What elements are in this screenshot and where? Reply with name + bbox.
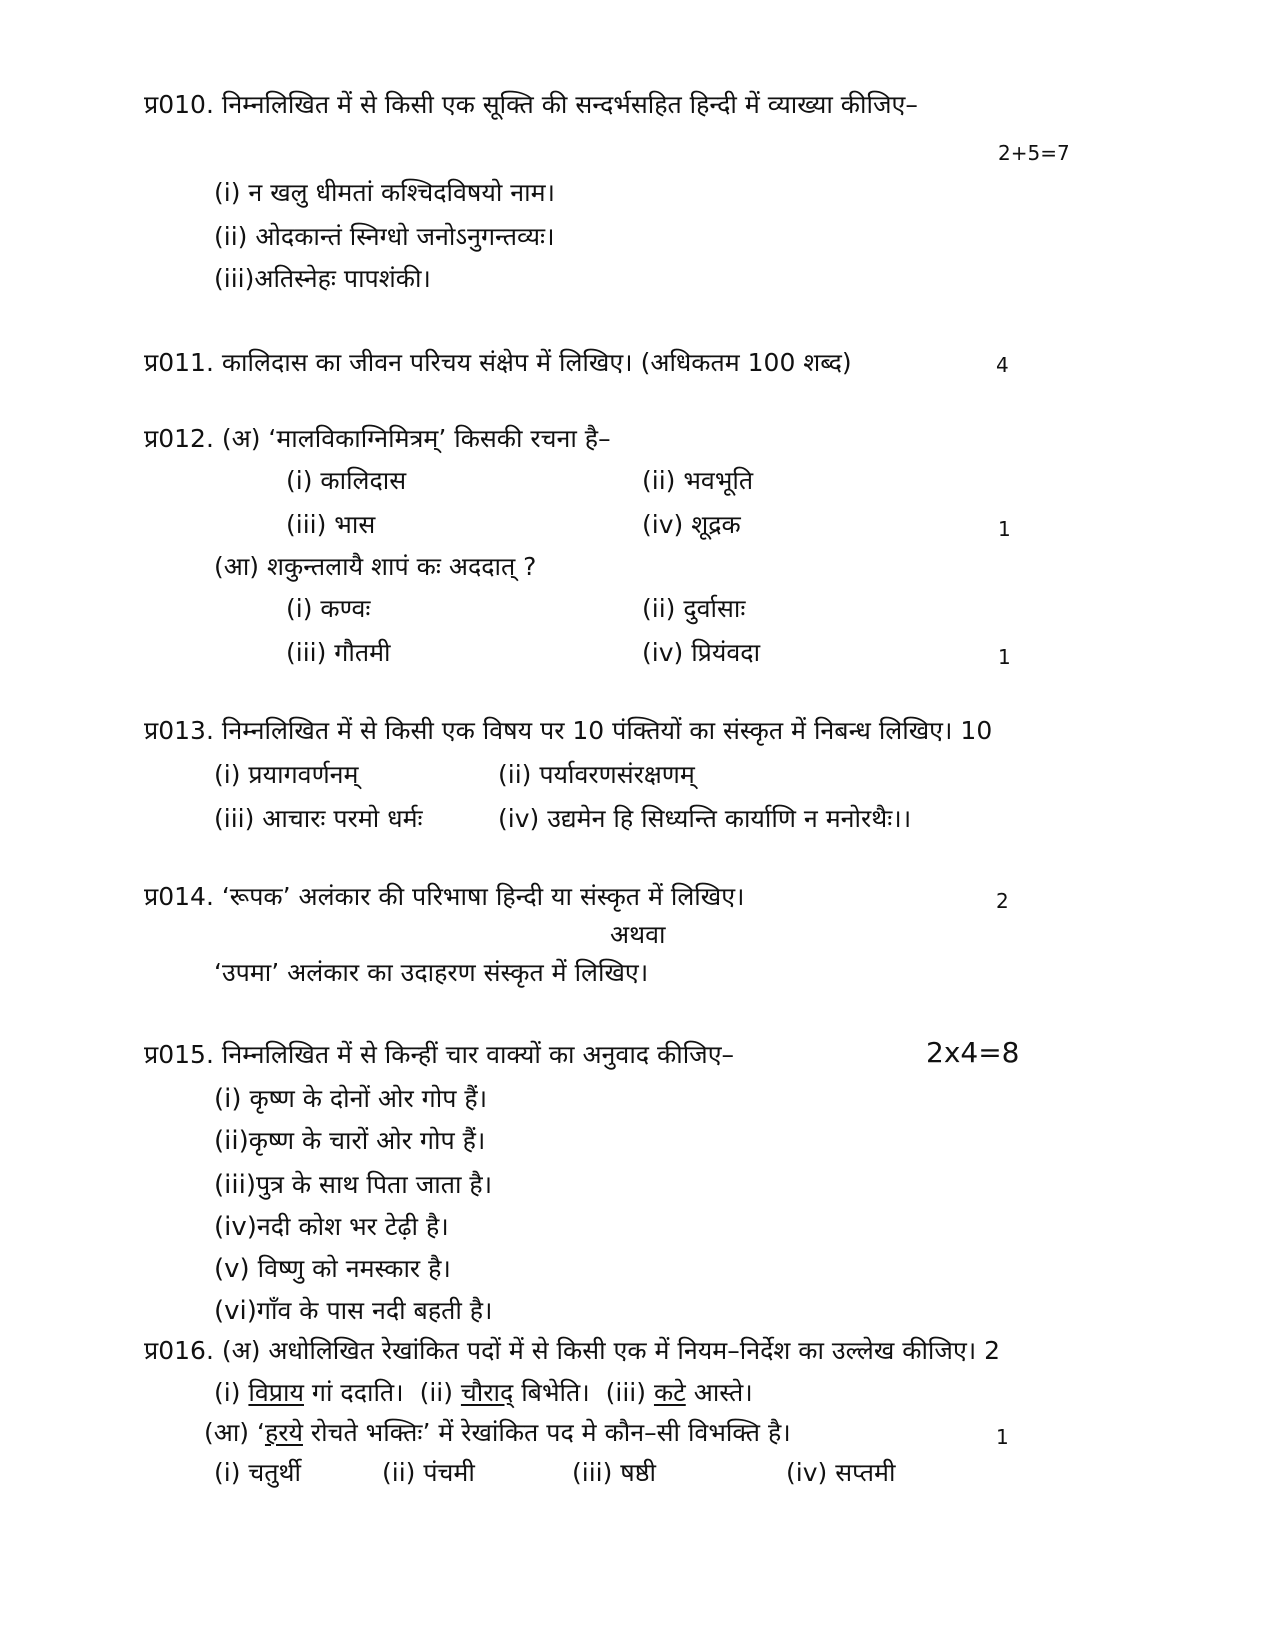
q15-item-6 bbox=[214, 1296, 493, 1326]
underlined-word: विप्राय bbox=[248, 1378, 304, 1407]
q14-alt-text: ‘उपमा’ अलंकार का उदाहरण संस्कृत में लिखिए। bbox=[214, 958, 649, 987]
q13-option-1: (i) प्रयागवर्णनम् bbox=[214, 760, 359, 789]
q16-a-text: (अ) अधोलिखित रेखांकित पदों में से किसी एक में नियम–निर्देश का उल्लेख कीजिए। 2 bbox=[221, 1336, 1001, 1365]
q13-option-4: (iv) उद्यमेन हि सिध्यन्ति कार्याणि न मनोरथैः।। bbox=[498, 804, 912, 833]
item-text: गां ददाति। bbox=[303, 1378, 404, 1407]
item-number: (ii) bbox=[214, 222, 248, 251]
q10-item-2 bbox=[214, 222, 555, 252]
item-text: विष्णु को नमस्कार है। bbox=[257, 1254, 451, 1283]
q13-option-2: (ii) पर्यावरणसंरक्षणम् bbox=[498, 760, 695, 789]
item-text: गाँव के पास नदी बहती है। bbox=[256, 1296, 493, 1325]
item-text: कृष्ण के चारों ओर गोप हैं। bbox=[248, 1126, 486, 1155]
q10-item-3 bbox=[214, 264, 431, 294]
q12-b-option-3: (iii) गौतमी bbox=[286, 638, 391, 667]
item-number: (i) bbox=[214, 178, 241, 207]
q16-b-text bbox=[204, 1418, 791, 1448]
underlined-word: चौराद् bbox=[460, 1378, 514, 1407]
q10-question bbox=[144, 90, 918, 120]
q15-item-4 bbox=[214, 1212, 449, 1242]
q13-number: प्र013. bbox=[144, 716, 214, 745]
q12-question-a bbox=[144, 424, 611, 454]
q14-question bbox=[144, 882, 745, 912]
item-text: आस्ते। bbox=[685, 1378, 753, 1407]
q14-number: प्र014. bbox=[144, 882, 214, 911]
underlined-word: हरये bbox=[264, 1418, 303, 1447]
item-text: रोचते भक्तिः’ में रेखांकित पद मे कौन–सी विभक्ति है। bbox=[302, 1418, 791, 1447]
q16-b-option-3: (iii) षष्ठी bbox=[572, 1458, 656, 1487]
item-text: न खलु धीमतां कश्चिदविषयो नाम। bbox=[248, 178, 556, 207]
q16-question-a bbox=[144, 1336, 1000, 1366]
item-text: पुत्र के साथ पिता जाता है। bbox=[255, 1170, 493, 1199]
q12-b-option-4: (iv) प्रियंवदा bbox=[642, 638, 761, 667]
item-text: ओदकान्तं स्निग्धो जनोऽनुगन्तव्यः। bbox=[255, 222, 555, 251]
q15-number: प्र015. bbox=[144, 1040, 214, 1069]
item-number: (ii) bbox=[214, 1126, 249, 1156]
q15-item-1 bbox=[214, 1084, 487, 1114]
item-number: (vi) bbox=[214, 1296, 257, 1326]
q12-a-option-3: (iii) भास bbox=[286, 510, 376, 539]
item-number: (iii) bbox=[605, 1378, 646, 1407]
item-number: (ii) bbox=[419, 1378, 453, 1407]
q13-question bbox=[144, 716, 992, 746]
item-number: (iv) bbox=[214, 1212, 257, 1242]
q15-marks: 2x4=8 bbox=[926, 1036, 1020, 1069]
item-text: कृष्ण के दोनों ओर गोप हैं। bbox=[249, 1084, 488, 1113]
q16-b-marks: 1 bbox=[996, 1425, 1009, 1449]
q12-number: प्र012. bbox=[144, 424, 214, 453]
q12-a-option-4: (iv) शूद्रक bbox=[642, 510, 741, 539]
q11-question bbox=[144, 348, 852, 378]
q14-marks: 2 bbox=[996, 889, 1009, 913]
q12-a-text: (अ) ‘मालविकाग्निमित्रम्’ किसकी रचना है– bbox=[221, 424, 611, 453]
q15-item-5 bbox=[214, 1254, 451, 1284]
q11-text: कालिदास का जीवन परिचय संक्षेप में लिखिए। (अधिकतम 100 शब्द) bbox=[221, 348, 852, 377]
item-number: (i) bbox=[214, 1378, 241, 1407]
q14-or: अथवा bbox=[610, 920, 666, 949]
item-text: अतिस्नेहः पापशंकी। bbox=[254, 264, 431, 293]
q16-a-parts bbox=[214, 1378, 753, 1408]
q12-b-option-2: (ii) दुर्वासाः bbox=[642, 594, 746, 623]
q10-number: प्र010. bbox=[144, 90, 214, 119]
underlined-word: कटे bbox=[653, 1378, 686, 1407]
item-number: (i) bbox=[214, 1084, 242, 1114]
item-text: नदी कोश भर टेढ़ी है। bbox=[256, 1212, 449, 1241]
q12-a-option-2: (ii) भवभूति bbox=[642, 466, 754, 495]
q16-number: प्र016. bbox=[144, 1336, 214, 1365]
q15-item-2 bbox=[214, 1126, 485, 1156]
q16-b-option-4: (iv) सप्तमी bbox=[786, 1458, 896, 1487]
q11-marks: 4 bbox=[996, 353, 1009, 377]
q15-text: निम्नलिखित में से किन्हीं चार वाक्यों का अनुवाद कीजिए– bbox=[221, 1040, 735, 1069]
item-number: (iii) bbox=[214, 1170, 256, 1200]
q12-a-marks: 1 bbox=[998, 517, 1011, 541]
q14-text: ‘रूपक’ अलंकार की परिभाषा हिन्दी या संस्कृत में लिखिए। bbox=[221, 882, 745, 911]
q10-marks: 2+5=7 bbox=[998, 141, 1070, 165]
q10-item-1 bbox=[214, 178, 555, 208]
item-number: (iii) bbox=[214, 264, 255, 293]
q12-b-option-1: (i) कण्वः bbox=[286, 594, 371, 623]
item-number: (v) bbox=[214, 1254, 250, 1284]
q16-b-option-1: (i) चतुर्थी bbox=[214, 1458, 301, 1487]
q12-b-marks: 1 bbox=[998, 645, 1011, 669]
q13-text: निम्नलिखित में से किसी एक विषय पर 10 पंक्तियों का संस्कृत में निबन्ध लिखिए। 10 bbox=[221, 716, 993, 745]
q15-item-3 bbox=[214, 1170, 492, 1200]
q16-b-option-2: (ii) पंचमी bbox=[382, 1458, 475, 1487]
q10-text: निम्नलिखित में से किसी एक सूक्ति की सन्दर्भसहित हिन्दी में व्याख्या कीजिए– bbox=[221, 90, 918, 119]
item-text: (आ) ‘ bbox=[204, 1418, 265, 1447]
q15-question bbox=[144, 1040, 734, 1070]
q12-a-option-1: (i) कालिदास bbox=[286, 466, 407, 495]
q11-number: प्र011. bbox=[144, 348, 214, 377]
q12-b-text: (आ) शकुन्तलायै शापं कः अददात् ? bbox=[214, 552, 537, 581]
q13-option-3: (iii) आचारः परमो धर्मः bbox=[214, 804, 423, 833]
item-text: बिभेति। bbox=[513, 1378, 590, 1407]
